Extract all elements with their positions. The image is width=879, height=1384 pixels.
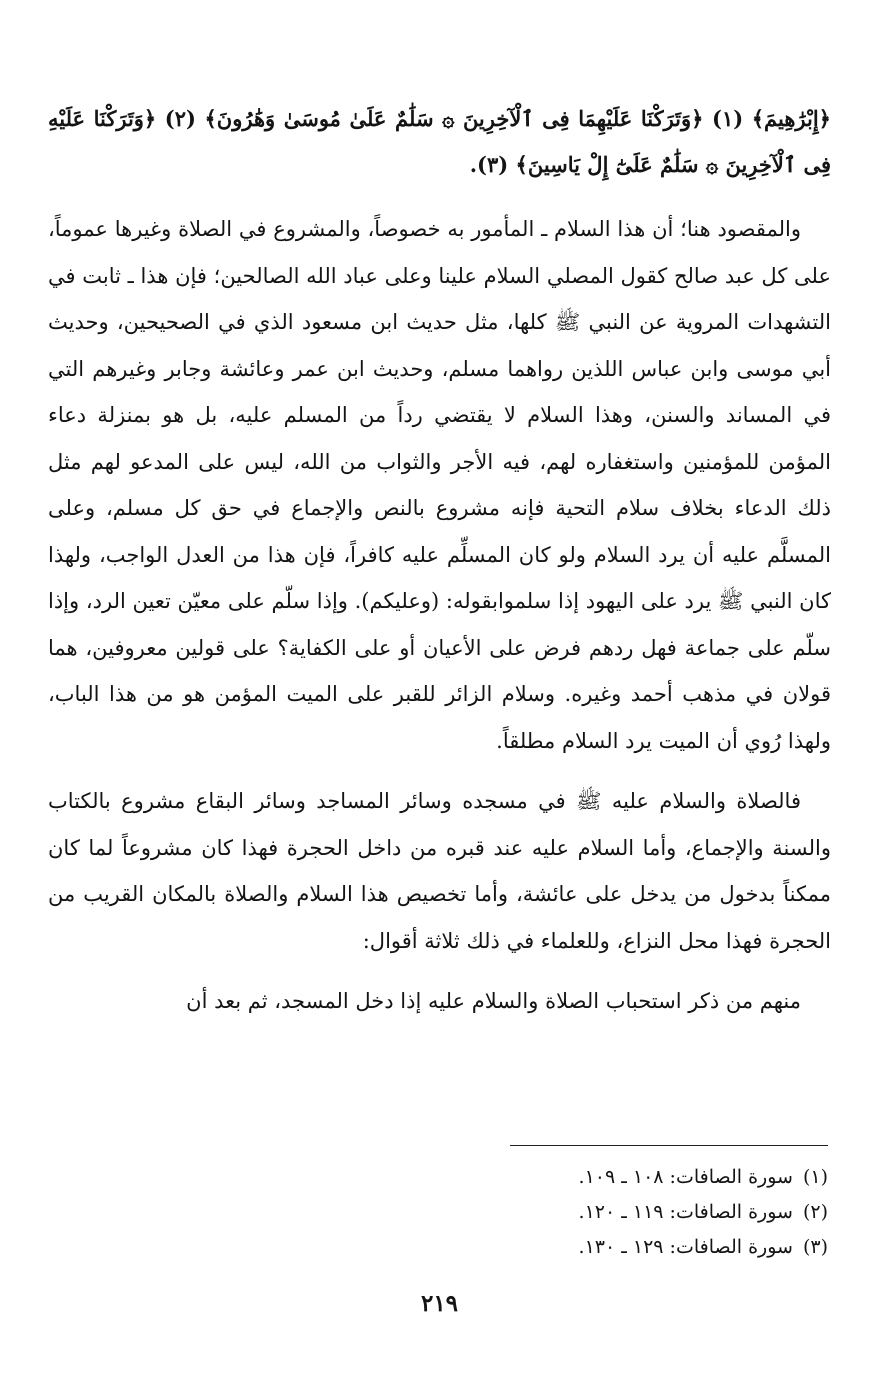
paragraph-2: فالصلاة والسلام عليه ﷺ في مسجده وسائر المساجد وسائر البقاع مشروع بالكتاب والسنة والإجماع، وأما السلام عليه عند قبره من داخل الحجرة فهذا كان مشروعاً لما كان ممكناً بدخول من يدخل على عائشة، وأما تخصيص هذا السلام والصلاة بالمكان القريب من الحجرة فهذا محل النزاع، وللعلماء في ذلك ثلاثة أقوال: (48, 789, 831, 953)
footnotes (328, 1160, 828, 1265)
main-text (48, 96, 831, 1035)
footnote-divider (510, 1145, 828, 1146)
footnote-1 (328, 1160, 828, 1195)
footnote-number: (٣) (802, 1236, 828, 1258)
footnote-2 (328, 1195, 828, 1230)
footnote-number: (١) (802, 1166, 828, 1188)
quran-verses: ﴿إِبْرَٰهِيمَ﴾ (١) ﴿وَتَرَكْنَا عَلَيْهِمَا فِى ٱلْآخِرِينَ ۞ سَلَٰمٌ عَلَىٰ مُوسَىٰ وَهَٰرُونَ﴾ (٢) ﴿وَتَرَكْنَا عَلَيْهِ فِى ٱلْآخِرِينَ ۞ سَلَٰمٌ عَلَىٰٓ إِلْ يَاسِينَ﴾ (٣). (48, 106, 831, 177)
footnote-3 (328, 1230, 828, 1265)
footnote-number: (٢) (802, 1201, 828, 1223)
paragraph-1: والمقصود هنا؛ أن هذا السلام ـ المأمور به خصوصاً، والمشروع في الصلاة وغيرها عموماً، على كل عبد صالح كقول المصلي السلام علينا وعلى عباد الله الصالحين؛ فإن هذا ـ ثابت في التشهدات المروية عن النبي ﷺ كلها، مثل حديث ابن مسعود الذي في الصحيحين، وحديث أبي موسى وابن عباس اللذين رواهما مسلم، وحديث ابن عمر وعائشة وجابر وغيرهم التي في المساند والسنن، وهذا السلام لا يقتضي رداً من المسلم عليه، بل هو بمنزلة دعاء المؤمن للمؤمنين واستغفاره لهم، فيه الأجر والثواب من الله، ليس على المدعو لهم مثل ذلك الدعاء بخلاف سلام التحية فإنه مشروع بالنص والإجماع في حق كل مسلم، وعلى المسلَّم عليه أن يرد السلام ولو كان المسلِّم عليه كافراً، فإن هذا من العدل الواجب، ولهذا كان النبي ﷺ يرد على اليهود إذا سلموابقوله: (وعليكم). وإذا سلّم على معيّن تعين الرد، وإذا سلّم على جماعة فهل ردهم فرض على الأعيان أو على الكفاية؟ على قولين معروفين، هما قولان في مذهب أحمد وغيره. وسلام الزائر للقبر على الميت المؤمن هو من هذا الباب، ولهذا رُوي أن الميت يرد السلام مطلقاً. (48, 217, 831, 753)
footnote-text: سورة الصافات: ١٠٨ ـ ١٠٩. (578, 1166, 793, 1188)
footnote-text: سورة الصافات: ١٢٩ ـ ١٣٠. (578, 1236, 793, 1258)
footnote-text: سورة الصافات: ١١٩ ـ ١٢٠. (578, 1201, 793, 1223)
page-number: ٢١٩ (420, 1290, 459, 1317)
paragraph-3: منهم من ذكر استحباب الصلاة والسلام عليه إذا دخل المسجد، ثم بعد أن (186, 989, 801, 1013)
